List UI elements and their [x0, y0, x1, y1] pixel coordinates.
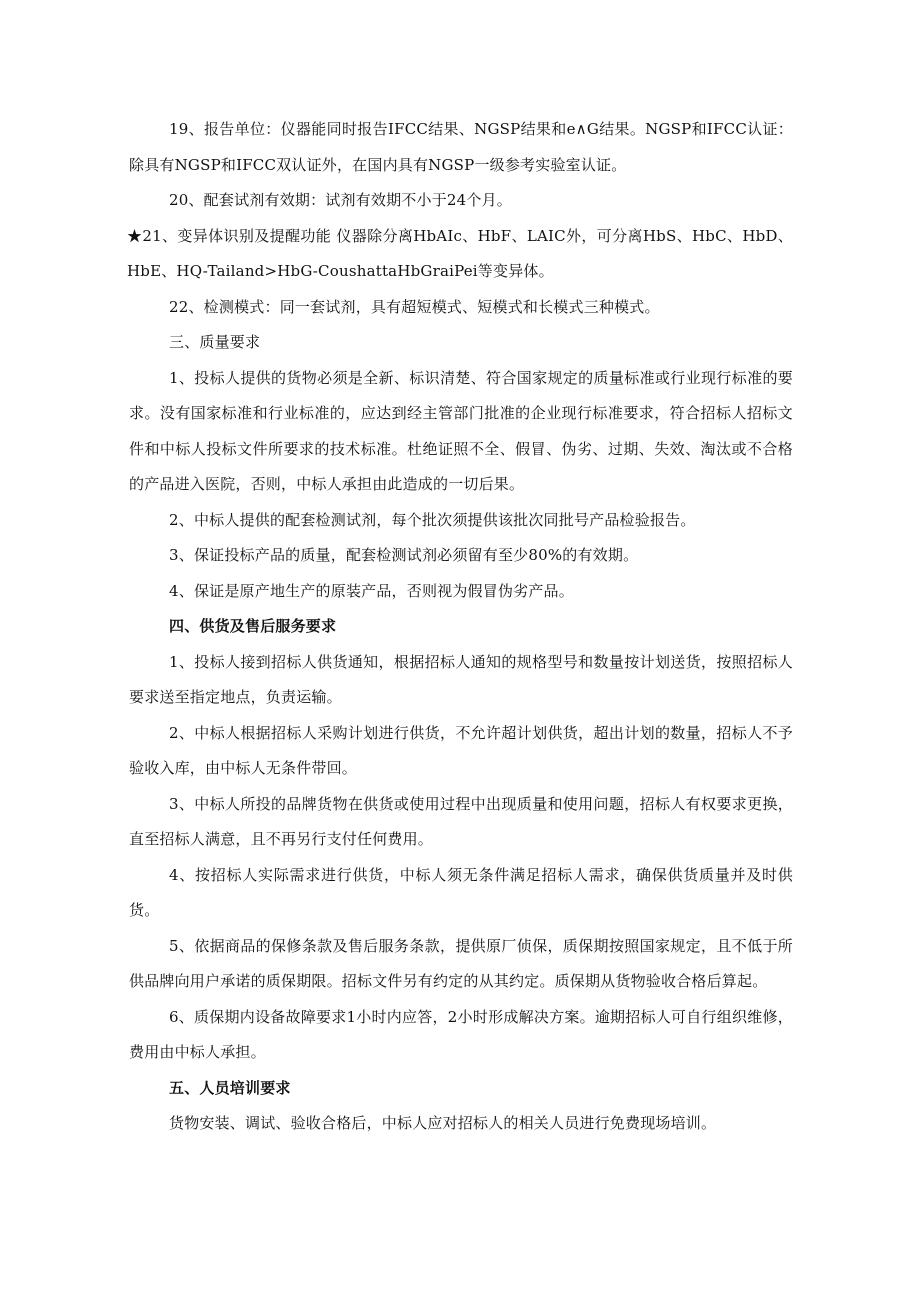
section-heading-supply-service: 四、供货及售后服务要求 — [169, 617, 337, 635]
section-heading-quality: 三、质量要求 — [169, 333, 261, 351]
supply-item: 3、中标人所投的品牌货物在供货或使用过程中出现质量和使用问题，招标人有权要求更换，直至招标人满意，且不再另行支付任何费用。 — [129, 794, 793, 848]
quality-item: 2、中标人提供的配套检测试剂，每个批次须提供该批次同批号产品检验报告。 — [169, 510, 696, 529]
supply-item: 4、按招标人实际需求进行供货，中标人须无条件满足招标人需求，确保供货质量并及时供货。 — [129, 865, 793, 919]
training-item: 货物安装、调试、验收合格后，中标人应对招标人的相关人员进行免费现场培训。 — [169, 1114, 717, 1132]
paragraph-19: 19、报告单位：仪器能同时报告IFCC结果、NGSP结果和e∧G结果。NGSP和IFCC认证：除具有NGSP和IFCC双认证外，在国内具有NGSP一级参考实验室认证。 — [129, 120, 793, 174]
supply-item: 5、依据商品的保修条款及售后服务条款，提供原厂侦保，质保期按照国家规定，且不低于所供品牌向用户承诺的质保期限。招标文件另有约定的从其约定。质保期从货物验收合格后算起。 — [129, 936, 793, 990]
supply-item: 6、质保期内设备故障要求1小时内应答，2小时形成解决方案。逾期招标人可自行组织维修，费用由中标人承担。 — [129, 1007, 793, 1061]
section-heading-training: 五、人员培训要求 — [169, 1078, 291, 1097]
document-body — [129, 112, 793, 1142]
paragraph-22: 22、检测模式：同一套试剂，具有超短模式、短模式和长模式三种模式。 — [169, 297, 660, 316]
supply-item: 2、中标人根据招标人采购计划进行供货，不允许超计划供货，超出计划的数量，招标人不予验收入库，由中标人无条件带回。 — [129, 723, 793, 777]
supply-item: 1、投标人接到招标人供货通知，根据招标人通知的规格型号和数量按计划送货，按照招标人要求送至指定地点，负责运输。 — [129, 652, 793, 706]
quality-item: 1、投标人提供的货物必须是全新、标识清楚、符合国家规定的质量标准或行业现行标准的要求。没有国家标准和行业标准的，应达到经主管部门批准的企业现行标准要求，符合招标人招标文件和中标人投标文件所要求的技术标准。杜绝证照不全、假冒、伪劣、过期、失效、淘汰或不合格的产品进入医院，否则，中标人承担由此造成的一切后果。 — [129, 368, 793, 493]
quality-item: 3、保证投标产品的质量，配套检测试剂必须留有至少80%的有效期。 — [169, 546, 639, 564]
paragraph-20: 20、配套试剂有效期：试剂有效期不小于24个月。 — [169, 191, 512, 209]
paragraph-21: ★21、变异体识别及提醒功能 仪器除分离HbAIc、HbF、LAIC外，可分离HbS、HbC、HbD、HbE、HQ-Tailand>HbG-CoushattaHbGraiPei等变异体。 — [127, 226, 793, 280]
quality-item: 4、保证是原产地生产的原装产品，否则视为假冒伪劣产品。 — [169, 581, 574, 600]
